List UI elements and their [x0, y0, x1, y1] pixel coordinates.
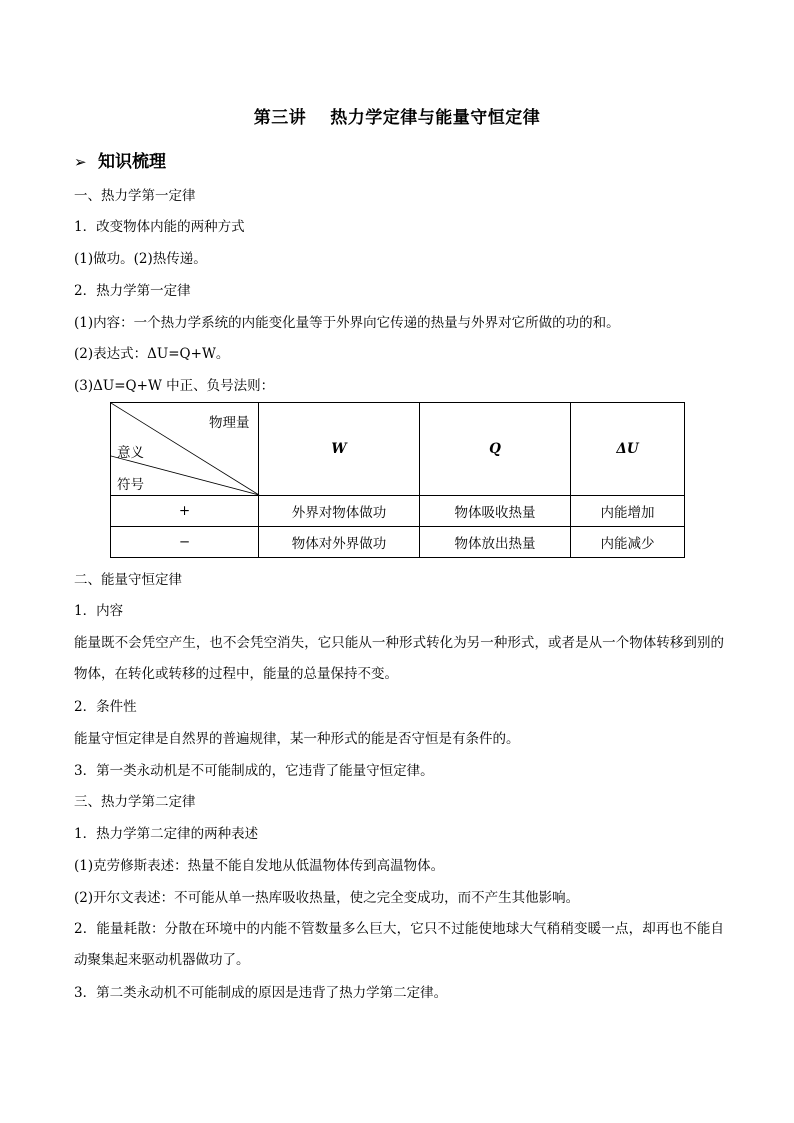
heading-second-law: 三、热力学第二定律: [74, 794, 196, 810]
table-cell: 内能增加: [571, 496, 685, 527]
heading-first-law: 一、热力学第一定律: [74, 188, 196, 204]
formula-line: (2)表达式：ΔU=Q+W。: [74, 346, 230, 362]
header-q: Q: [420, 403, 571, 496]
sign-rule-table: [110, 402, 685, 558]
text-line: 1．内容: [74, 603, 124, 619]
lecture-topic: 热力学定律与能量守恒定律: [330, 108, 541, 128]
table-header-row: [111, 403, 685, 496]
section-header: [74, 147, 166, 172]
text-line: 2．热力学第一定律: [74, 283, 191, 299]
document-title: [0, 103, 794, 128]
section-label: 知识梳理: [98, 152, 166, 172]
table-cell: 物体对外界做功: [259, 527, 420, 558]
text-paragraph: 2．能量耗散：分散在环境中的内能不管数量多么巨大，它只不过能使地球大气稍稍变暖一点，却再也不能自动聚集起来驱动机器做功了。: [74, 921, 724, 968]
heading-energy-conservation: 二、能量守恒定律: [74, 572, 182, 588]
text-line: (2)开尔文表述：不可能从单一热库吸收热量，使之完全变成功，而不产生其他影响。: [74, 890, 580, 906]
text-line: (1)做功。(2)热传递。: [74, 251, 207, 267]
text-line: 3．第二类永动机不可能制成的原因是违背了热力学第二定律。: [74, 985, 448, 1001]
corner-label-quantity: 物理量: [209, 415, 250, 431]
table-row: [111, 496, 685, 527]
text-paragraph: 能量既不会凭空产生，也不会凭空消失，它只能从一种形式转化为另一种形式，或者是从一个物体转移到别的物体，在转化或转移的过程中，能量的总量保持不变。: [74, 635, 724, 682]
table-cell: 外界对物体做功: [259, 496, 420, 527]
sign-cell: +: [111, 496, 259, 527]
header-w: W: [259, 403, 420, 496]
diagonal-header-cell: [111, 403, 259, 496]
corner-label-sign: 符号: [117, 477, 144, 493]
header-du: ΔU: [571, 403, 685, 496]
table-row: [111, 527, 685, 558]
arrow-bullet-icon: ➢: [74, 153, 87, 171]
text-line: (1)克劳修斯表述：热量不能自发地从低温物体传到高温物体。: [74, 858, 445, 874]
table-cell: 内能减少: [571, 527, 685, 558]
text-line: (1)内容：一个热力学系统的内能变化量等于外界向它传递的热量与外界对它所做的功的和。: [74, 315, 620, 331]
table-cell: 物体放出热量: [420, 527, 571, 558]
text-line: 1．改变物体内能的两种方式: [74, 219, 245, 235]
text-line: 2．条件性: [74, 699, 137, 715]
text-line: 能量守恒定律是自然界的普遍规律，某一种形式的能是否守恒是有条件的。: [74, 731, 520, 747]
sign-cell: −: [111, 527, 259, 558]
text-line: 3．第一类永动机是不可能制成的，它违背了能量守恒定律。: [74, 763, 434, 779]
table-cell: 物体吸收热量: [420, 496, 571, 527]
corner-label-meaning: 意义: [117, 445, 144, 461]
lecture-number: 第三讲: [253, 108, 307, 128]
text-line: 1．热力学第二定律的两种表述: [74, 826, 259, 842]
formula-line: (3)ΔU=Q+W 中正、负号法则：: [74, 378, 275, 394]
